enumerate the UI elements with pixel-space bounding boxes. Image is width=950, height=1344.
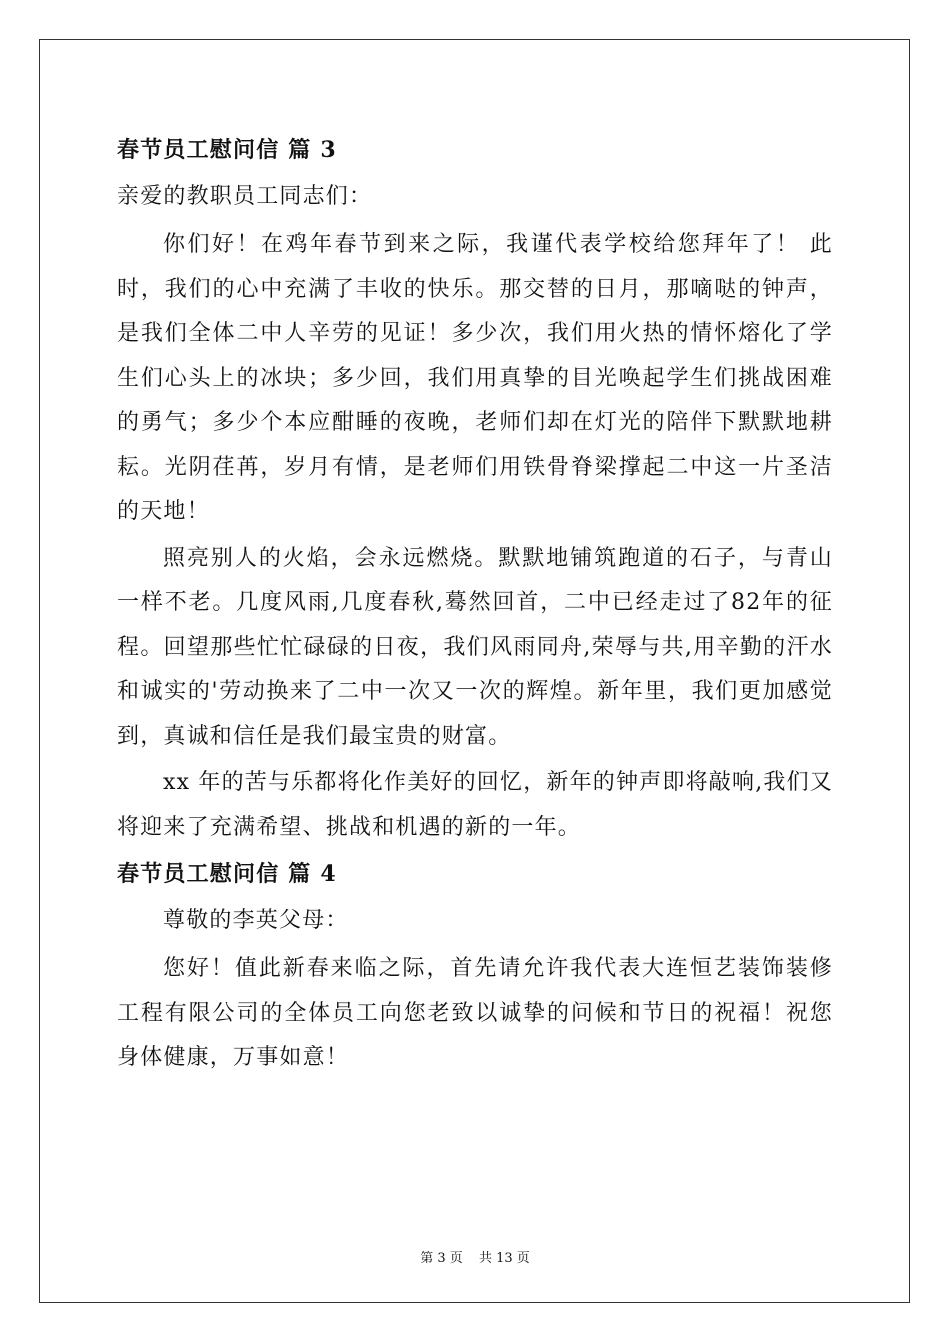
page-total: 共 13 页 <box>478 1251 530 1266</box>
section-4-salutation: 尊敬的李英父母： <box>163 908 349 933</box>
section-3-title: 春节员工慰问信 篇 3 <box>117 137 337 163</box>
section-3-salutation: 亲爱的教职员工同志们： <box>117 184 373 209</box>
document-body <box>117 128 833 1083</box>
page-footer <box>0 1247 950 1266</box>
section-3-paragraph-3: xx 年的苦与乐都将化作美好的回忆，新年的钟声即将敲响,我们又将迎来了充满希望、挑战和机遇的新的一年。 <box>117 770 834 840</box>
section-4-title: 春节员工慰问信 篇 4 <box>117 861 337 887</box>
section-4-paragraph-1: 您好！值此新春来临之际，首先请允许我代表大连恒艺装饰装修工程有限公司的全体员工向您老致以诚挚的问候和节日的祝福！祝您身体健康，万事如意！ <box>117 956 833 1070</box>
section-3-paragraph-2: 照亮别人的火焰，会永远燃烧。默默地铺筑跑道的石子，与青山一样不老。几度风雨,几度春秋,蓦然回首，二中已经走过了82年的征程。回望那些忙忙碌碌的日夜，我们风雨同舟,荣辱与共,用辛勤的汗水和诚实的'劳动换来了二中一次又一次的辉煌。新年里，我们更加感觉到，真诚和信任是我们最宝贵的财富。 <box>117 545 833 749</box>
page-number: 第 3 页 <box>420 1251 463 1266</box>
section-3-paragraph-1: 你们好！在鸡年春节到来之际，我谨代表学校给您拜年了！ 此时，我们的心中充满了丰收的快乐。那交替的日月，那嘀哒的钟声，是我们全体二中人辛劳的见证！多少次，我们用火热的情怀熔化了学生们心头上的冰块；多少回，我们用真挚的目光唤起学生们挑战困难的勇气；多少个本应酣睡的夜晚，老师们却在灯光的陪伴下默默地耕耘。光阴荏苒，岁月有情，是老师们用铁骨脊梁撑起二中这一片圣洁的天地！ <box>117 232 833 524</box>
